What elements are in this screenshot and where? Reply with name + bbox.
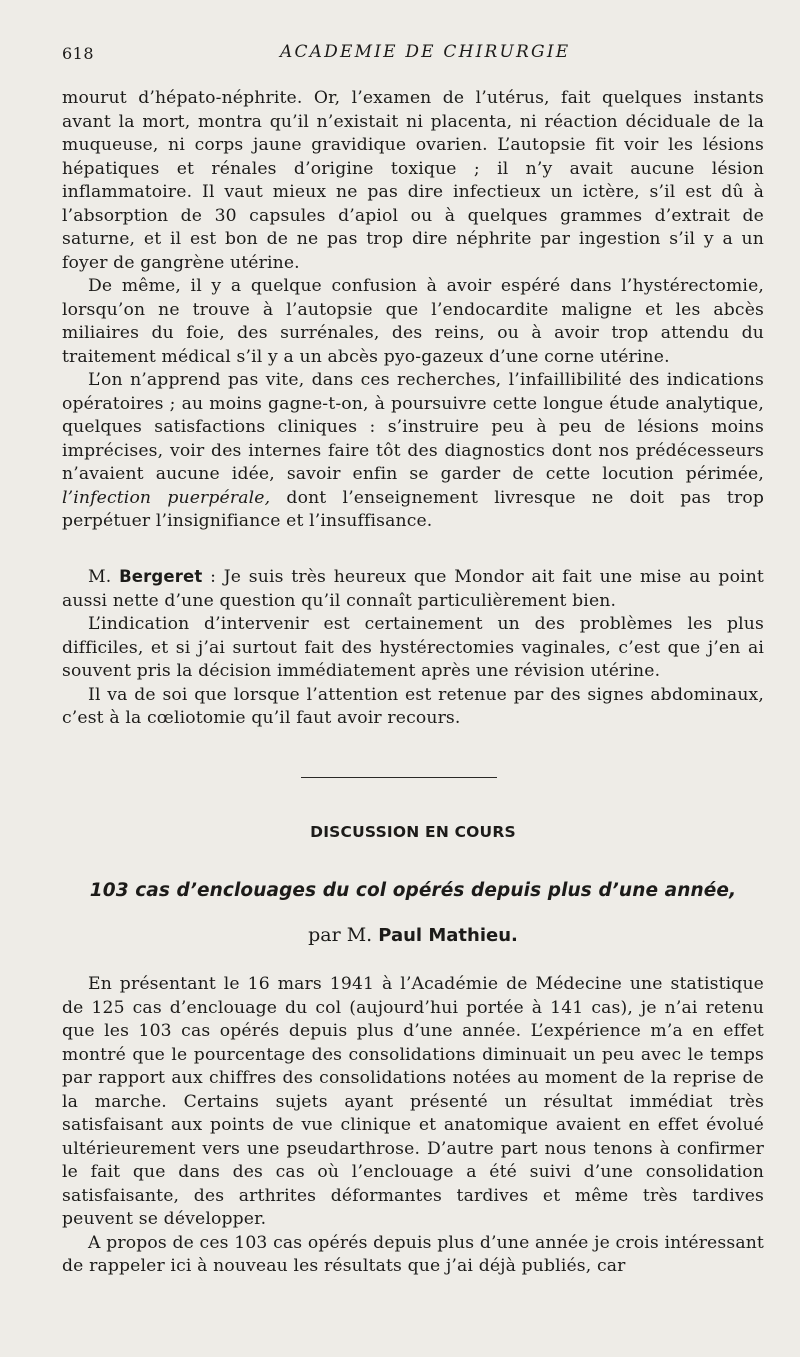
continuation-paragraph-3 bbox=[62, 369, 764, 534]
bergeret-paragraph-2: L’indication d’intervenir est certainement un des problèmes les plus difficiles, et si j’ai surtout fait des hystérectomies vaginales, c’est que j’en ai souvent pris la décision immédiatement après une révision utérine. bbox=[62, 614, 764, 681]
page-header bbox=[62, 42, 762, 68]
article-title: 103 cas d’enclouages du col opérés depuis plus d’une année, bbox=[89, 880, 737, 901]
running-title: ACADEMIE DE CHIRURGIE bbox=[280, 42, 571, 62]
continuation-text bbox=[62, 87, 764, 534]
section-divider bbox=[301, 777, 497, 778]
speaker-name: Bergeret bbox=[119, 567, 203, 586]
bergeret-remarks bbox=[62, 565, 764, 731]
speaker-prefix: M. bbox=[88, 567, 120, 587]
paragraph-3-body: L’on n’apprend pas vite, dans ces recherches, l’infaillibilité des indications opératoires ; au moins gagne-t-on, à poursuivre cette longue étude analytique, quelques satisfactions cliniques : s’instruire peu à peu de lésions moins imprécises, voir des internes faire tôt des diagnostics dont nos prédécesseurs n’avaient aucune idée, savoir enfin se garder de cette locution périmée, bbox=[62, 370, 764, 484]
author-name: Paul Mathieu. bbox=[378, 925, 518, 946]
article-byline bbox=[0, 924, 800, 946]
byline-prefix: par M. bbox=[308, 924, 379, 946]
italic-term: l’infection puerpérale, bbox=[62, 487, 271, 508]
article-paragraph-2: A propos de ces 103 cas opérés depuis plus d’une année je crois intéressant de rappeler ici à nouveau les résultats que j’ai déjà publiés, car bbox=[62, 1232, 764, 1276]
article-paragraph-1: En présentant le 16 mars 1941 à l’Académie de Médecine une statistique de 125 cas d’enclouage du col (aujourd’hui portée à 141 cas), je n’ai retenu que les 103 cas opérés depuis plus d’une année. L’expérience m’a en effet montré que le pourcentage des consolidations diminuait un peu avec le temps par rapport aux chiffres des consolidations notées au moment de la reprise de la marche. Certains sujets ayant présenté un résultat immédiat très satisfaisant aux points de vue clinique et anatomique avaient en effet évolué ultérieurement vers une pseudarthrose. D’autre part nous tenons à confirmer le fait que dans des cas où l’enclouage a été suivi d’une consolidation satisfaisante, des arthrites déformantes tardives et même très tardives peuvent se développer. bbox=[62, 974, 764, 1229]
article-body bbox=[62, 973, 764, 1279]
page-number: 618 bbox=[62, 44, 95, 63]
continuation-paragraph-2: De même, il y a quelque confusion à avoir espéré dans l’hystérectomie, lorsqu’on ne trouve à l’autopsie que l’endocardite maligne et les abcès miliaires du foie, des surrénales, des reins, ou à avoir trop attendu du traitement médical s’il y a un abcès pyo-gazeux d’une corne utérine. bbox=[62, 276, 764, 367]
bergeret-first-text: : Je suis très heureux que Mondor ait fait une mise au point aussi nette d’une question qu’il connaît particulièrement bien. bbox=[62, 567, 764, 611]
section-heading: DISCUSSION EN COURS bbox=[310, 823, 516, 841]
bergeret-paragraph-1 bbox=[62, 565, 764, 613]
paragraph-3-tail: dont l’enseignement livresque ne doit pas trop perpétuer l’insignifiance et l’insuffisance. bbox=[62, 487, 764, 531]
continuation-paragraph-1: mourut d’hépato-néphrite. Or, l’examen de l’utérus, fait quelques instants avant la mort, montra qu’il n’existait ni placenta, ni réaction déciduale de la muqueuse, ni corps jaune gravidique ovarien. L’autopsie fit voir les lésions hépatiques et rénales d’origine toxique ; il n’y avait aucune lésion inflammatoire. Il vaut mieux ne pas dire infectieux un ictère, s’il est dû à l’absorption de 30 capsules d’apiol ou à quelques grammes d’extrait de saturne, et il est bon de ne pas trop dire néphrite par ingestion s’il y a un foyer de gangrène utérine. bbox=[62, 88, 764, 273]
bergeret-paragraph-3: Il va de soi que lorsque l’attention est retenue par des signes abdominaux, c’est à la cœliotomie qu’il faut avoir recours. bbox=[62, 684, 764, 728]
